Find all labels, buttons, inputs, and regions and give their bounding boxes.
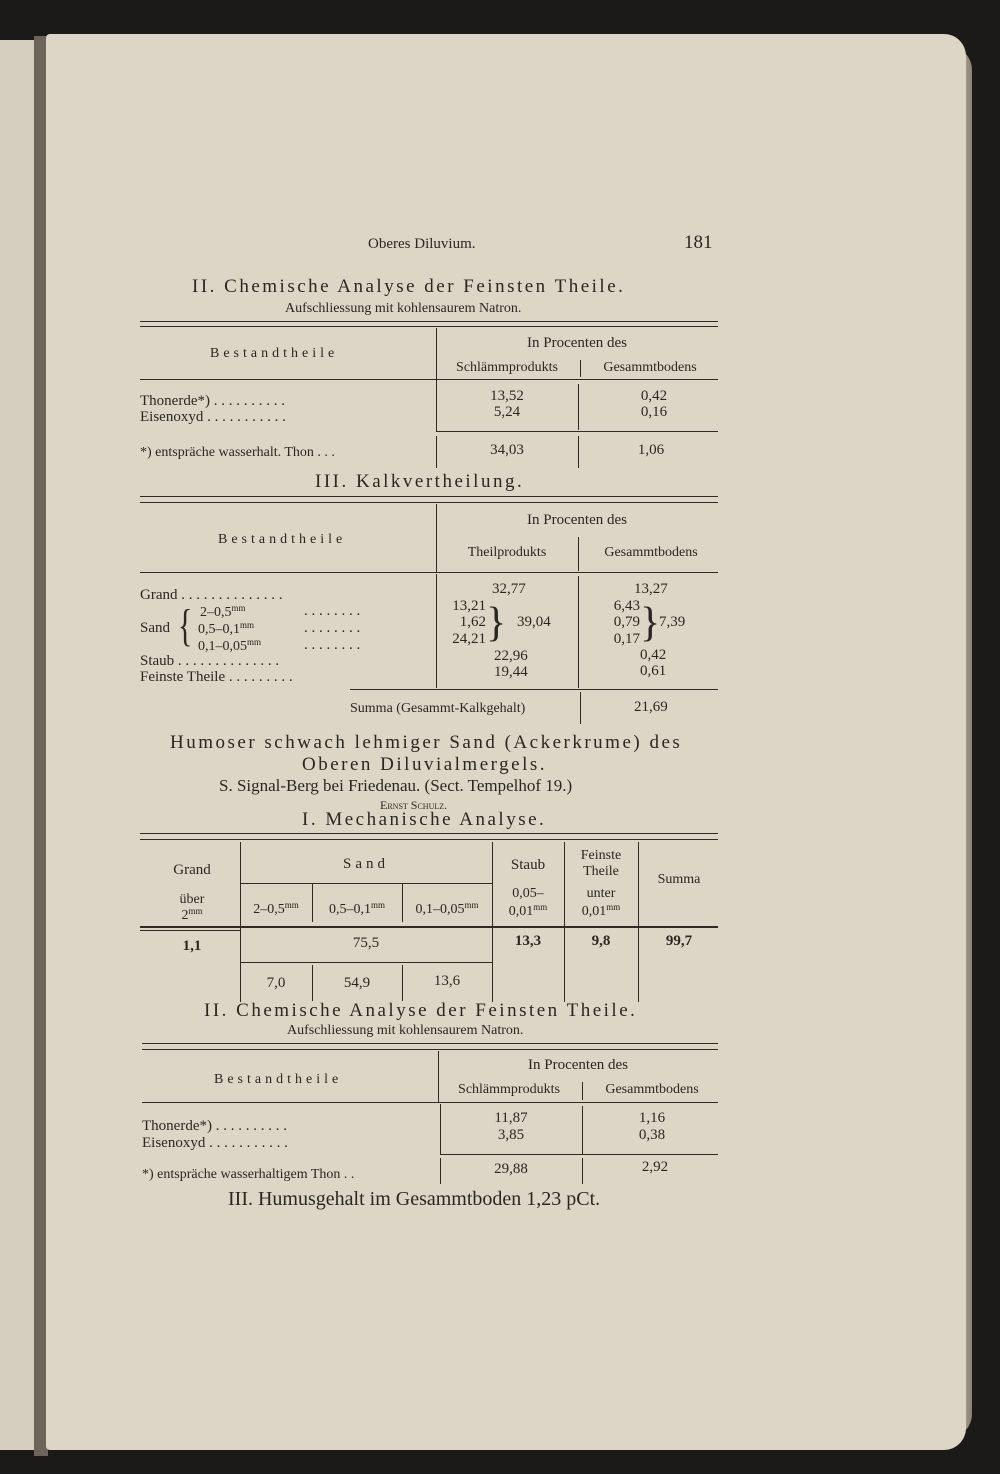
rule (578, 576, 579, 688)
value-cell: 7,0 (266, 975, 286, 991)
unit-label: mm (533, 902, 548, 912)
value-cell: 29,88 (494, 1161, 528, 1177)
value-cell: 1,06 (637, 442, 665, 458)
rule (436, 380, 437, 432)
value-cell: 2,92 (641, 1159, 669, 1175)
rule (140, 321, 718, 322)
group-header: In Procenten des (528, 1057, 628, 1073)
leader-dots: . . . . . . . . (304, 603, 361, 619)
column-header: Staub (510, 857, 546, 873)
unit-label: mm (240, 620, 255, 630)
row-label: 2–0,5 (200, 605, 232, 620)
column-header: Grand (173, 862, 211, 878)
value-cell: 1,1 (182, 938, 202, 954)
rule (140, 833, 718, 834)
rule (140, 572, 718, 573)
row-label: Thonerde*) . . . . . . . . . . (142, 1118, 287, 1134)
rule (638, 842, 639, 1002)
column-header: Sand (343, 856, 389, 872)
value-cell: 32,77 (492, 581, 526, 597)
value-cell: 9,8 (591, 933, 611, 949)
column-subheader: unter (586, 886, 616, 901)
rule (140, 326, 718, 327)
value-cell: 13,3 (514, 933, 542, 949)
value-cell: 13,52 (490, 388, 524, 404)
column-header: Gesammtbodens (603, 360, 697, 375)
value-cell: 13,6 (433, 973, 461, 989)
column-header: Gesammtbodens (604, 545, 698, 560)
rule (350, 689, 718, 690)
row-label: 0,5–0,1 (198, 622, 240, 637)
value-cell: 1,16 (638, 1110, 666, 1126)
column-subheader: 2–0,5 (253, 902, 285, 917)
sample-title: Humoser schwach lehmiger Sand (Ackerkrume) des (170, 732, 683, 753)
unit-label: mm (464, 900, 479, 910)
unit-label: mm (284, 900, 299, 910)
column-subheader: 0,05– (512, 886, 544, 901)
value-cell: 0,42 (640, 647, 667, 663)
rule (142, 1043, 718, 1044)
rule (580, 360, 581, 377)
value-cell: 24,21 (452, 631, 486, 647)
value-cell: 6,43 (613, 598, 640, 614)
column-subheader: 0,1–0,05 (415, 902, 465, 917)
value-cell: 0,79 (613, 614, 640, 630)
row-label: 0,1–0,05 (198, 639, 247, 654)
section-title: III. Kalkvertheilung. (315, 471, 525, 492)
unit-label: mm (606, 902, 621, 912)
column-header: Schlämmprodukts (458, 1082, 560, 1097)
leader-dots: . . . . . . . . (304, 620, 361, 636)
value-cell: 34,03 (490, 442, 524, 458)
row-label: Feinste Theile . . . . . . . . . (140, 669, 293, 685)
rule (240, 883, 492, 884)
column-header: Schlämmprodukts (456, 360, 558, 375)
value-cell: 7,39 (659, 614, 686, 630)
value-cell: 54,9 (343, 975, 371, 991)
left-page-edge (0, 40, 37, 1450)
section-subtitle: Aufschliessung mit kohlensaurem Natron. (287, 1023, 524, 1038)
column-subheader: über (179, 892, 205, 907)
column-header: Theilprodukts (467, 545, 547, 560)
value-cell: 5,24 (493, 404, 521, 420)
section-title: I. Mechanische Analyse. (302, 809, 547, 830)
page-number: 181 (684, 232, 713, 253)
humus-content: III. Humusgehalt im Gesammtboden 1,23 pCt. (228, 1188, 601, 1210)
value-cell: 39,04 (517, 614, 551, 630)
rule (436, 431, 718, 432)
rule (140, 379, 718, 380)
column-subheader: 0,01 (508, 904, 534, 919)
brace-icon: { (178, 601, 193, 651)
column-header: Theile (583, 864, 619, 879)
rule (582, 1158, 583, 1184)
column-header: Feinste (580, 848, 622, 863)
rule (440, 1154, 718, 1155)
value-cell: 13,27 (634, 581, 668, 597)
value-cell: 75,5 (352, 935, 380, 951)
group-header: In Procenten des (527, 512, 627, 528)
row-label: Eisenoxyd . . . . . . . . . . . (140, 409, 286, 425)
value-cell: 19,44 (494, 664, 528, 680)
column-header: Bestandtheile (218, 532, 347, 547)
section-title: II. Chemische Analyse der Feinsten Theile. (192, 276, 626, 297)
value-cell: 11,87 (494, 1110, 528, 1126)
rule (578, 436, 579, 468)
sum-value: 21,69 (634, 699, 668, 715)
value-cell: 3,85 (497, 1127, 525, 1143)
author-name: Ernst Schulz. (380, 798, 448, 812)
row-label: Staub . . . . . . . . . . . . . . (140, 653, 280, 669)
rule (142, 1102, 718, 1103)
brace-icon: } (486, 600, 507, 646)
unit-label: mm (231, 603, 246, 613)
rule (582, 1106, 583, 1154)
value-cell: 0,61 (640, 663, 667, 679)
column-subheader: 0,01 (581, 904, 607, 919)
rule (142, 1049, 718, 1050)
group-header: In Procenten des (527, 335, 627, 351)
rule (582, 1082, 583, 1100)
value-cell: 13,21 (452, 598, 486, 614)
unit-label: mm (370, 900, 385, 910)
value-cell: 99,7 (665, 933, 693, 949)
rule (580, 692, 581, 724)
value-cell: 1,62 (459, 614, 486, 630)
column-header: Bestandtheile (214, 1072, 343, 1087)
sample-title: Oberen Diluvialmergels. (302, 754, 547, 775)
sample-location: S. Signal-Berg bei Friedenau. (Sect. Tempelhof 19.) (219, 776, 573, 795)
rule (140, 839, 718, 840)
column-header: Bestandtheile (210, 346, 339, 361)
unit-label: mm (188, 906, 203, 916)
unit-label: mm (247, 637, 262, 647)
section-title: II. Chemische Analyse der Feinsten Theile. (204, 1000, 638, 1021)
column-header: Gesammtbodens (605, 1082, 699, 1097)
value-cell: 0,16 (640, 404, 668, 420)
brace-icon: } (640, 600, 661, 646)
row-label: Thonerde*) . . . . . . . . . . (140, 393, 285, 409)
sum-label: Summa (Gesammt-Kalkgehalt) (350, 701, 526, 716)
column-subheader: 2 (181, 908, 189, 923)
rule (436, 574, 437, 688)
value-cell: 0,38 (638, 1127, 666, 1143)
leader-dots: . . . . . . . . (304, 637, 361, 653)
rule (140, 926, 718, 928)
column-subheader: 0,5–0,1 (328, 902, 371, 917)
row-label: Grand . . . . . . . . . . . . . . (140, 587, 283, 603)
row-label: Eisenoxyd . . . . . . . . . . . (142, 1135, 288, 1151)
rule (240, 962, 492, 963)
rule (140, 502, 718, 503)
rule (578, 537, 579, 571)
column-header: Summa (657, 872, 701, 887)
footnote-label: *) entspräche wasserhaltigem Thon . . (142, 1167, 355, 1182)
rule (140, 496, 718, 497)
rule (578, 384, 579, 430)
value-cell: 0,17 (613, 631, 640, 647)
rule (440, 1104, 441, 1154)
running-title: Oberes Diluvium. (368, 236, 476, 252)
rule (140, 930, 240, 931)
footnote-label: *) entspräche wasserhalt. Thon . . . (140, 445, 335, 460)
section-subtitle: Aufschliessung mit kohlensaurem Natron. (285, 301, 522, 316)
value-cell: 22,96 (494, 648, 528, 664)
row-label: Sand (140, 620, 170, 636)
value-cell: 0,42 (640, 388, 668, 404)
